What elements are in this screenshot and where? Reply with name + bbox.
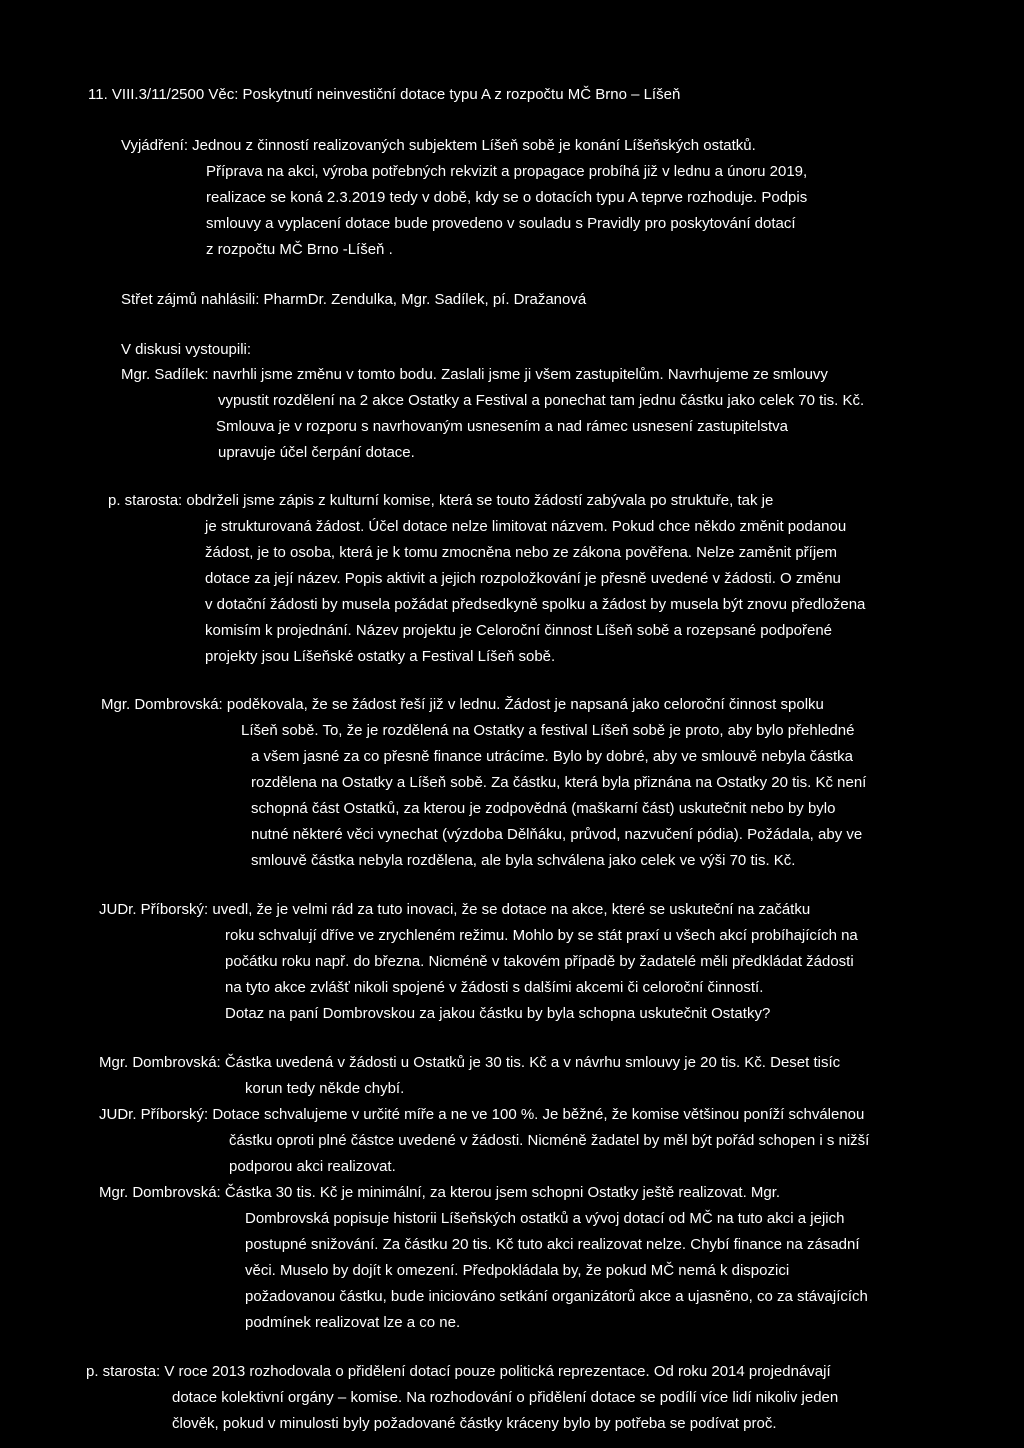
discussion-line: Mgr. Dombrovská: poděkovala, že se žádost řeší již v lednu. Žádost je napsaná jako celoroční činnost spolku [101, 696, 824, 713]
discussion-line: korun tedy někde chybí. [245, 1080, 405, 1097]
discussion-line: nutné některé věci vynechat (výzdoba Dělňáku, průvod, nazvučení pódia). Požádala, aby ve [251, 826, 863, 843]
discussion-line: na tyto akce zvlášť nikoli spojené v žádosti s dalšími akcemi či celoroční činností. [225, 979, 764, 996]
conflict-of-interest: Střet zájmů nahlásili: PharmDr. Zendulka, Mgr. Sadílek, pí. Dražanová [121, 291, 587, 308]
discussion-line: postupné snižování. Za částku 20 tis. Kč tuto akci realizovat nelze. Chybí finance na zásadní [245, 1236, 860, 1253]
discussion-line: žádost, je to osoba, která je k tomu zmocněna nebo ze zákona pověřena. Nelze zaměnit příjem [205, 544, 838, 561]
discussion-line: je strukturovaná žádost. Účel dotace nelze limitovat názvem. Pokud chce někdo změnit podanou [205, 518, 847, 535]
discussion-line: Smlouva je v rozporu s navrhovaným usnesením a nad rámec usnesení zastupitelstva [216, 418, 788, 435]
statement-line: z rozpočtu MČ Brno -Líšeň . [206, 241, 393, 258]
discussion-line: Dotaz na paní Dombrovskou za jakou částku by byla schopna uskutečnit Ostatky? [225, 1005, 771, 1022]
discussion-line: Mgr. Sadílek: navrhli jsme změnu v tomto bodu. Zaslali jsme ji všem zastupitelům. Navrhujeme ze smlouvy [121, 366, 828, 383]
discussion-line: smlouvě částka nebyla rozdělena, ale byla schválena jako celek ve výši 70 tis. Kč. [251, 852, 796, 869]
statement-line: Vyjádření: Jednou z činností realizovaných subjektem Líšeň sobě je konání Líšeňských ostatků. [121, 137, 756, 154]
discussion-line: Mgr. Dombrovská: Částka 30 tis. Kč je minimální, za kterou jsem schopni Ostatky ještě realizovat. Mgr. [99, 1184, 781, 1201]
discussion-line: podmínek realizovat lze a co ne. [245, 1314, 461, 1331]
discussion-line: požadovanou částku, bude iniciováno setkání organizátorů akce a ujasněno, co za stávajících [245, 1288, 868, 1305]
discussion-line: vypustit rozdělení na 2 akce Ostatky a Festival a ponechat tam jednu částku jako celek 70 tis. Kč. [218, 392, 865, 409]
discussion-line: p. starosta: obdrželi jsme zápis z kulturní komise, která se touto žádostí zabývala po struktuře, tak je [108, 492, 774, 509]
discussion-line: částku oproti plné částce uvedené v žádosti. Nicméně žadatel by měl být pořád schopen i s nižší [229, 1132, 870, 1149]
discussion-line: počátku roku např. do března. Nicméně v takovém případě by žadatelé měli předkládat žádosti [225, 953, 854, 970]
discussion-line: Dombrovská popisuje historii Líšeňských ostatků a vývoj dotací od MČ na tuto akci a jejich [245, 1210, 845, 1227]
discussion-line: rozdělena na Ostatky a Líšeň sobě. Za částku, která byla přiznána na Ostatky 20 tis. Kč není [251, 774, 867, 791]
discussion-line: dotace za její název. Popis aktivit a jejich rozpoložkování je přesně uvedené v žádosti. O změnu [205, 570, 841, 587]
discussion-line: člověk, pokud v minulosti byly požadované částky kráceny bylo by potřeba se podívat proč. [172, 1415, 777, 1432]
discussion-line: Mgr. Dombrovská: Částka uvedená v žádosti u Ostatků je 30 tis. Kč a v návrhu smlouvy je 20 tis. Kč. Deset tisíc [99, 1054, 841, 1071]
statement-line: smlouvy a vyplacení dotace bude provedeno v souladu s Pravidly pro poskytování dotací [206, 215, 796, 232]
discussion-line: v dotační žádosti by musela požádat předsedkyně spolku a žádost by musela být znovu předložena [205, 596, 866, 613]
discussion-line: komisím k projednání. Název projektu je Celoroční činnost Líšeň sobě a rozepsané podpořené [205, 622, 833, 639]
discussion-line: JUDr. Příborský: uvedl, že je velmi rád za tuto inovaci, že se dotace na akce, které se uskuteční na začátku [99, 901, 811, 918]
discussion-line: p. starosta: V roce 2013 rozhodovala o přidělení dotací pouze politická reprezentace. Od roku 2014 projednávají [86, 1363, 831, 1380]
discussion-line: projekty jsou Líšeňské ostatky a Festival Líšeň sobě. [205, 648, 556, 665]
discussion-line: roku schvalují dříve ve zrychleném režimu. Mohlo by se stát praxí u všech akcí probíhajících na [225, 927, 858, 944]
discussion-line: Líšeň sobě. To, že je rozdělená na Ostatky a festival Líšeň sobě je proto, aby bylo přehledné [241, 722, 855, 739]
document-heading: 11. VIII.3/11/2500 Věc: Poskytnutí neinvestiční dotace typu A z rozpočtu MČ Brno – Líšeň [88, 86, 681, 103]
discussion-line: podporou akci realizovat. [229, 1158, 396, 1175]
discussion-line: věci. Muselo by dojít k omezení. Předpokládala by, že pokud MČ nemá k dispozici [245, 1262, 790, 1279]
statement-line: realizace se koná 2.3.2019 tedy v době, kdy se o dotacích typu A teprve rozhoduje. Podpis [206, 189, 808, 206]
discussion-line: a všem jasné za co přesně finance utrácíme. Bylo by dobré, aby ve smlouvě nebyla částka [251, 748, 853, 765]
discussion-heading: V diskusi vystoupili: [121, 341, 252, 358]
discussion-line: upravuje účel čerpání dotace. [218, 444, 415, 461]
discussion-line: JUDr. Příborský: Dotace schvalujeme v určité míře a ne ve 100 %. Je běžné, že komise většinou poníží schválenou [99, 1106, 865, 1123]
statement-line: Příprava na akci, výroba potřebných rekvizit a propagace probíhá již v lednu a únoru 2019, [206, 163, 808, 180]
discussion-line: schopná část Ostatků, za kterou je zodpovědná (maškarní část) uskutečnit nebo by bylo [251, 800, 836, 817]
discussion-line: dotace kolektivní orgány – komise. Na rozhodování o přidělení dotace se podílí více lidí nikoliv jeden [172, 1389, 839, 1406]
